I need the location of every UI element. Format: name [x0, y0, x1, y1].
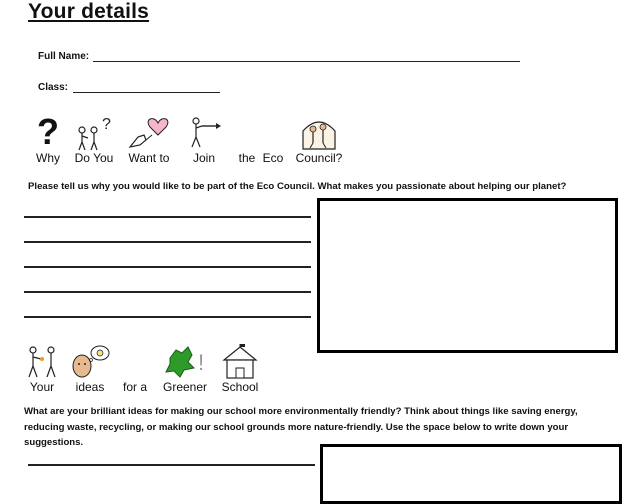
- symbol-your: [24, 344, 60, 394]
- symbol-want-to: [124, 113, 174, 165]
- answer-line[interactable]: [24, 216, 311, 218]
- drawing-box[interactable]: [317, 198, 618, 353]
- school-building-icon: [220, 344, 260, 380]
- symbol-why: [33, 113, 63, 165]
- answer-line[interactable]: [24, 316, 311, 318]
- page-title: Your details: [28, 0, 150, 23]
- symbol-label: Eco: [262, 151, 284, 165]
- class-label: Class:: [38, 82, 69, 93]
- symbol-label: Your: [29, 380, 55, 394]
- question-2: What are your brilliant ideas for making our school more environmentally friendly? Think about things like saving energy, reducing waste, recycling, or making our school grounds more nature-friendly. Use the space below to write down your suggestions.: [24, 406, 578, 448]
- symbol-label: the: [238, 151, 256, 165]
- symbol-label: ideas: [75, 380, 105, 394]
- symbol-school: [218, 344, 262, 394]
- two-people-question-icon: [74, 113, 114, 151]
- drawing-box[interactable]: [320, 444, 622, 504]
- answer-line[interactable]: [24, 241, 311, 243]
- question-mark-icon: ?: [37, 111, 59, 152]
- symbol-label: Want to: [128, 151, 170, 165]
- symbol-label: Greener: [162, 380, 208, 394]
- svg-text:!: !: [198, 350, 205, 375]
- symbol-the: [234, 151, 260, 165]
- symbol-ideas: [70, 344, 110, 394]
- full-name-field[interactable]: [93, 61, 520, 62]
- symbol-label: Why: [36, 151, 60, 165]
- symbol-label: Council?: [295, 151, 343, 165]
- full-name-label: Full Name:: [38, 51, 90, 62]
- symbol-join: [186, 113, 222, 165]
- symbol-for-a: [117, 380, 153, 394]
- question-1: Please tell us why you would like to be part of the Eco Council. What makes you passionate about helping our planet?: [28, 181, 567, 192]
- symbol-eco: [258, 151, 288, 165]
- head-thought-icon: [70, 344, 110, 380]
- person-pointing-icon: [25, 344, 59, 380]
- symbol-label: Join: [192, 151, 215, 165]
- answer-line[interactable]: [28, 464, 315, 466]
- hand-heart-icon: [126, 113, 172, 151]
- symbol-label: School: [221, 380, 259, 394]
- council-group-icon: [297, 113, 341, 151]
- symbol-label: for a: [122, 380, 147, 394]
- symbol-label: Do You: [74, 151, 114, 165]
- class-field[interactable]: [73, 92, 220, 93]
- symbol-greener: [160, 344, 210, 394]
- answer-line[interactable]: [24, 266, 311, 268]
- answer-line[interactable]: [24, 291, 311, 293]
- person-arrow-icon: [186, 113, 222, 151]
- symbol-council: [292, 113, 346, 165]
- svg-text:?: ?: [102, 116, 111, 133]
- green-blob-icon: [162, 344, 208, 380]
- symbol-do-you: [72, 113, 116, 165]
